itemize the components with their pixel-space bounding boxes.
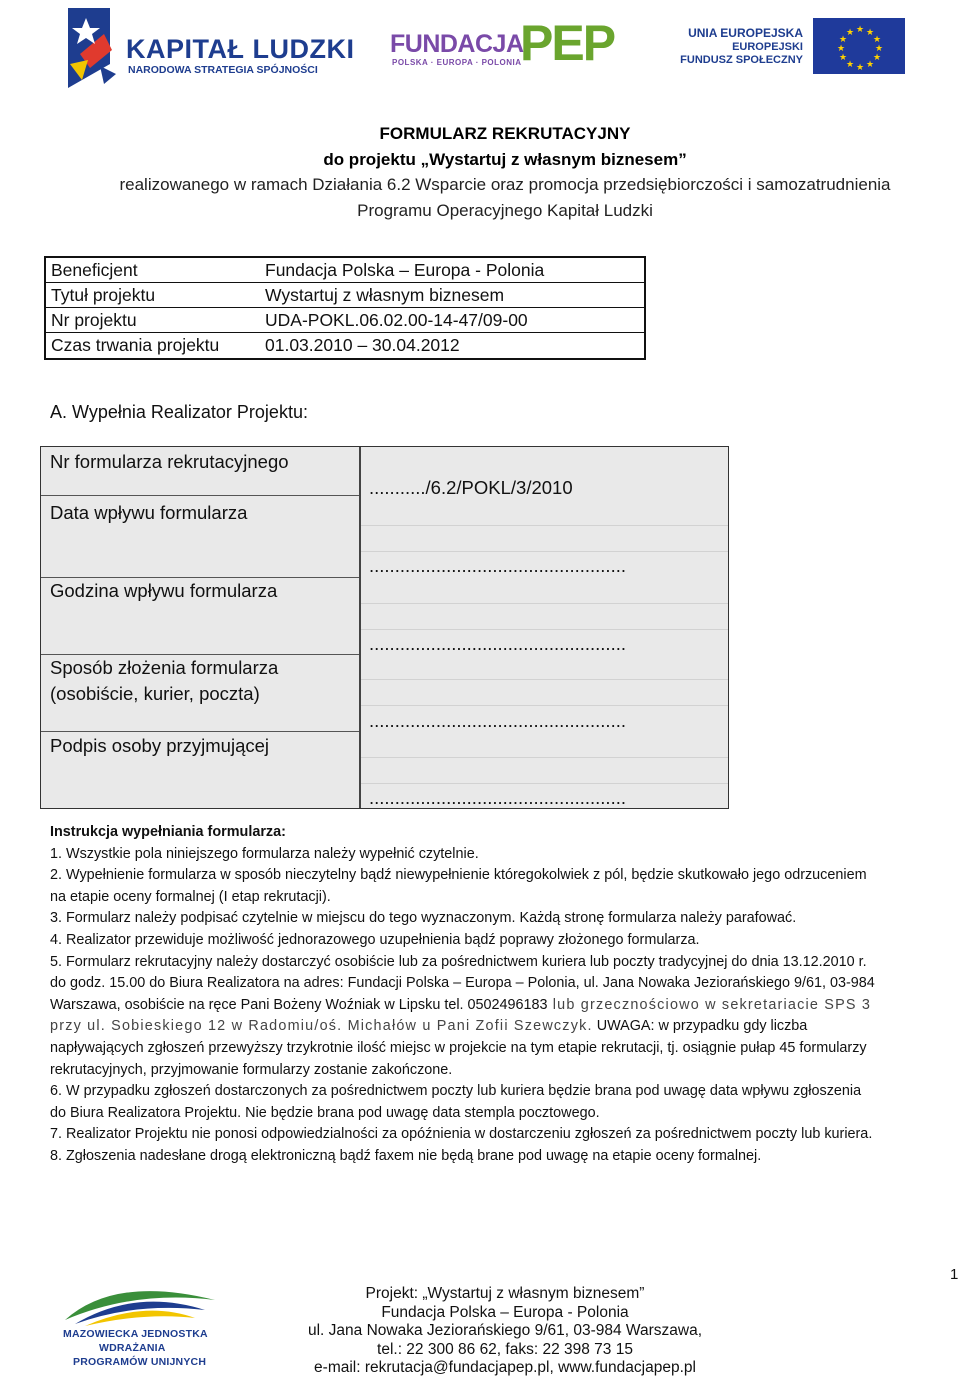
svg-text:★: ★ (875, 44, 884, 54)
mazowiecka-swoosh-icon (55, 1270, 225, 1330)
kapital-ludzki-title: KAPITAŁ LUDZKI (126, 34, 355, 64)
svg-text:★: ★ (846, 28, 855, 38)
instruction-6a: 6. W przypadku zgłoszeń dostarczonych za pośrednictwem poczty lub kuriera będzie brana pod uwagę data wpływu zgłoszenia (50, 1083, 862, 1100)
project-row-tytul (46, 283, 644, 308)
value-stripe (361, 603, 728, 604)
footer-project: Projekt: „Wystartuj z własnym biznesem” (365, 1285, 645, 1302)
svg-text:★: ★ (837, 44, 846, 54)
svg-text:★: ★ (866, 60, 875, 70)
eu-line2: EUROPEJSKI (732, 41, 803, 53)
label-sposob-zlozenia-hint: (osobiście, kurier, poczta) (50, 683, 260, 704)
svg-text:★: ★ (873, 53, 882, 63)
instruction-5c-spaced: lub grzecznościowo w sekretariacie SPS 3 (547, 996, 872, 1013)
form-subtitle: do projektu „Wystartuj z własnym biznesem” (323, 150, 687, 169)
instruction-5a: 5. Formularz rekrutacyjny należy dostarczyć osobiście lub za pośrednictwem kuriera lub poczty tradycyjnej do dnia 13.12.2010 r. (50, 953, 867, 970)
value-nr-formularza-field[interactable]: .........../6.2/POKL/3/2010 (369, 477, 573, 498)
row-divider (41, 654, 359, 655)
project-label: Beneficjent (51, 259, 138, 280)
project-label: Czas trwania projektu (51, 335, 220, 355)
fundacja-pep-logo (390, 15, 615, 80)
instruction-5b: do godz. 15.00 do Biura Realizatora na adres: Fundacji Polska – Europa – Polonia, ul. Jana Nowaka Jeziorańskiego 9/61, 03-984 (50, 975, 875, 992)
kapital-ludzki-logo (60, 4, 355, 90)
project-label: Nr projektu (51, 309, 137, 330)
instruction-2a: 2. Wypełnienie formularza w sposób nieczytelny bądź niewypełnienie któregokolwiek z pól, będzie skutkowało jego odrzuceniem (50, 867, 867, 884)
project-row-nr (46, 308, 644, 333)
project-row-czas (46, 333, 644, 358)
footer-organization: Fundacja Polska – Europa - Polonia (381, 1303, 629, 1321)
project-label: Tytuł projektu (51, 284, 156, 305)
instruction-8: 8. Zgłoszenia nadesłane drogą elektroniczną bądź faxem nie będą brane pod uwagę na etapie oceny formalnej. (50, 1147, 762, 1164)
value-godzina-wplywu-field[interactable]: .................................................. (369, 633, 626, 654)
eu-flag-icon (813, 18, 905, 74)
eu-line1: UNIA EUROPEJSKA (688, 26, 803, 40)
label-podpis: Podpis osoby przyjmującej (50, 735, 270, 756)
svg-text:★: ★ (856, 25, 865, 35)
instructions-heading: Instrukcja wypełniania formularza: (50, 824, 286, 840)
instruction-5d-text: UWAGA: w przypadku gdy liczba (592, 1018, 808, 1035)
instruction-3: 3. Formularz należy podpisać czytelnie w miejscu do tego wyznaczonym. Każdą stronę formularza należy parafować. (50, 910, 797, 927)
value-sposob-zlozenia-field[interactable]: .................................................. (369, 710, 626, 731)
project-info-table (44, 256, 646, 360)
svg-text:★: ★ (856, 63, 865, 73)
footer-contact: e-mail: rekrutacja@fundacjapep.pl, www.fundacjapep.pl (314, 1359, 696, 1376)
instruction-5d (50, 1016, 960, 1038)
label-sposob-zlozenia: Sposób złożenia formularza (50, 657, 279, 678)
value-stripe (361, 551, 728, 552)
footer-phone: tel.: 22 300 86 62, faks: 22 398 73 15 (377, 1340, 633, 1358)
fundacja-pep-subtitle: POLSKA · EUROPA · POLONIA (392, 58, 522, 67)
form-title-line4: Programu Operacyjnego Kapitał Ludzki (357, 201, 653, 220)
instructions (50, 822, 960, 1168)
value-stripe (361, 679, 728, 680)
svg-text:★: ★ (839, 53, 848, 63)
fundacja-pep-fundacja: FUNDACJA (390, 30, 524, 58)
realizator-table (40, 446, 729, 809)
realizator-table-divider (359, 447, 361, 808)
value-stripe (361, 525, 728, 526)
instruction-1: 1. Wszystkie pola niniejszego formularza należy wypełnić czytelnie. (50, 845, 479, 862)
instruction-6b: do Biura Realizatora Projektu. Nie będzie brana pod uwagę data stempla pocztowego. (50, 1104, 600, 1121)
mazowiecka-jednostka-logo (55, 1270, 225, 1370)
eu-line3: FUNDUSZ SPOŁECZNY (680, 54, 803, 66)
value-stripe (361, 757, 728, 758)
form-title-line3: realizowanego w ramach Działania 6.2 Wsparcie oraz promocja przedsiębiorczości i samozatrudnienia (119, 175, 891, 194)
footer (250, 1285, 760, 1378)
label-nr-formularza: Nr formularza rekrutacyjnego (50, 451, 289, 472)
project-value: Fundacja Polska – Europa - Polonia (265, 259, 545, 280)
row-divider (41, 577, 359, 578)
value-stripe (361, 783, 728, 784)
instruction-5c-text: Warszawa, osobiście na ręce Pani Bożeny Woźniak w Lipsku tel. 0502496183 (50, 996, 548, 1013)
row-divider (41, 731, 359, 732)
footer-address: ul. Jana Nowaka Jeziorańskiego 9/61, 03-984 Warszawa, (307, 1322, 703, 1339)
label-data-wplywu: Data wpływu formularza (50, 502, 248, 523)
value-stripe (361, 629, 728, 630)
project-value: UDA-POKL.06.02.00-14-47/09-00 (265, 309, 528, 330)
mazowiecka-line2: WDRAŻANIA (99, 1342, 166, 1354)
mazowiecka-line1: MAZOWIECKA JEDNOSTKA (63, 1328, 208, 1340)
value-data-wplywu-field[interactable]: .................................................. (369, 555, 626, 576)
svg-text:★: ★ (866, 28, 875, 38)
instruction-2b: na etapie oceny formalnej (I etap rekrutacji). (50, 888, 331, 905)
kapital-ludzki-emblem-icon (60, 4, 124, 90)
mazowiecka-line3: PROGRAMÓW UNIJNYCH (73, 1356, 207, 1368)
fundacja-pep-pep: PEP (520, 15, 615, 71)
svg-text:★: ★ (873, 35, 882, 45)
project-row-beneficjent (46, 258, 644, 283)
svg-text:★: ★ (839, 35, 848, 45)
instruction-7: 7. Realizator Projektu nie ponosi odpowiedzialności za opóźnienia w dostarczeniu zgłoszeń za pośrednictwem poczty lub kuriera. (50, 1126, 873, 1143)
section-a-heading: A. Wypełnia Realizator Projektu: (50, 402, 308, 422)
instruction-5f: rekrutacyjnych, przyjmowanie formularzy zostanie zakończone. (50, 1061, 453, 1078)
project-value: Wystartuj z własnym biznesem (265, 284, 505, 305)
form-title: FORMULARZ REKRUTACYJNY (379, 124, 631, 143)
instruction-5e: napływających zgłoszeń przewyższy trzykrotnie ilość miejsc w projekcie na tym etapie rekrutacji, tj. osiągnie pułap 45 formularzy (50, 1039, 867, 1056)
label-godzina-wplywu: Godzina wpływu formularza (50, 580, 278, 601)
instruction-5c (50, 995, 960, 1017)
eu-logo (680, 18, 905, 76)
row-divider (41, 495, 359, 496)
value-podpis-field[interactable]: .................................................. (369, 787, 626, 808)
kapital-ludzki-subtitle: NARODOWA STRATEGIA SPÓJNOŚCI (128, 64, 318, 76)
page-number: 1 (950, 1266, 959, 1283)
instruction-5d-spaced: przy ul. Sobieskiego 12 w Radomiu/oś. Michałów u Pani Zofii Szewczyk. (50, 1018, 593, 1035)
project-value: 01.03.2010 – 30.04.2012 (265, 335, 460, 355)
value-stripe (361, 705, 728, 706)
instruction-4: 4. Realizator przewiduje możliwość jednorazowego uzupełnienia bądź poprawy złożonego formularza. (50, 931, 700, 948)
svg-text:★: ★ (846, 60, 855, 70)
